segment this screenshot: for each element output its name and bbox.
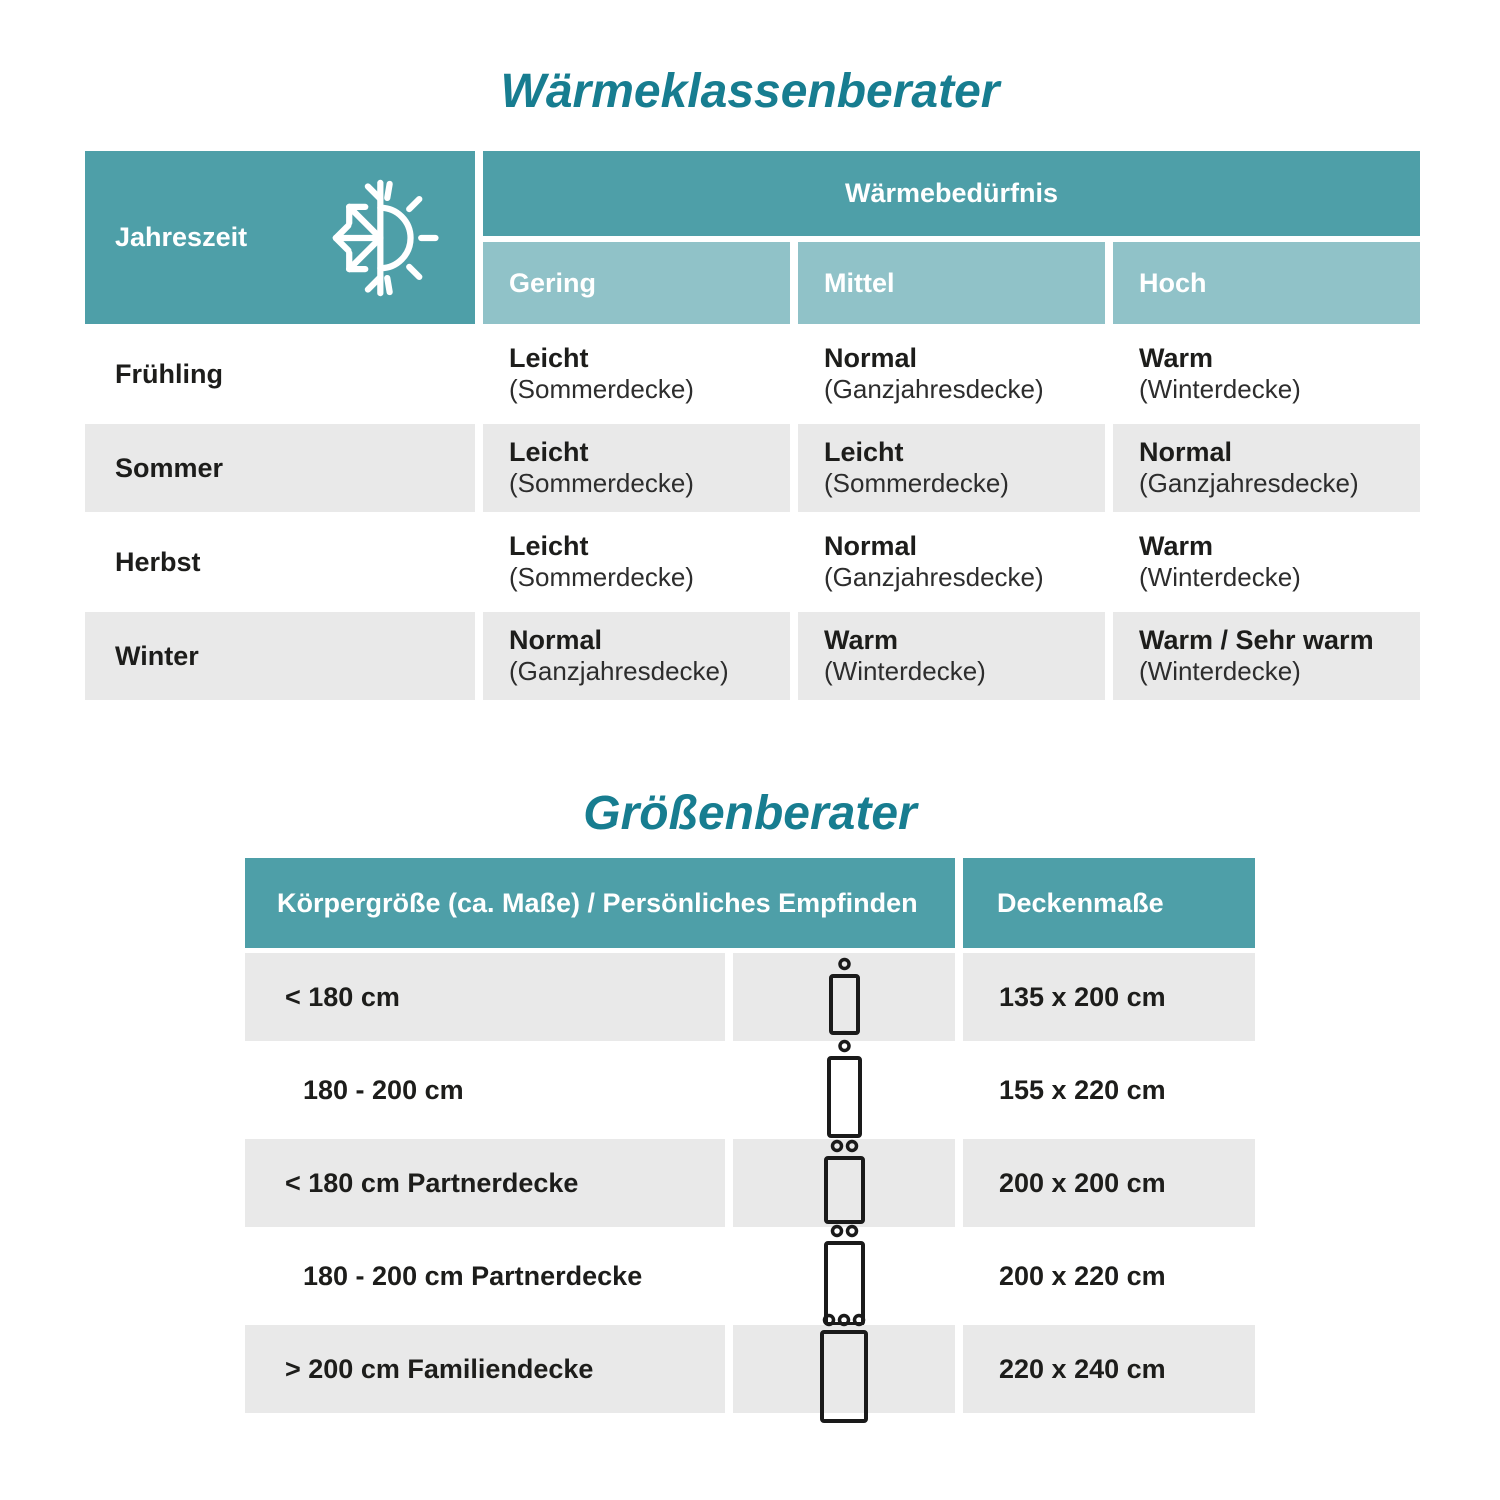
warmth-class-cell [483, 330, 790, 418]
partner-blanket-icon [821, 1138, 868, 1228]
single-person-blanket-icon [826, 956, 863, 1039]
warmth-need-subheader: Mittel [798, 242, 1105, 324]
warmth-level: Leicht [509, 437, 589, 468]
blanket-type: (Winterdecke) [1139, 374, 1301, 405]
body-height-label: < 180 cm [245, 953, 725, 1041]
warmth-class-cell [1113, 612, 1420, 700]
blanket-type: (Winterdecke) [1139, 656, 1301, 687]
warmth-level: Warm [1139, 343, 1214, 374]
warm-class-table [85, 151, 1420, 700]
warmth-class-cell [798, 424, 1105, 512]
blanket-type: (Winterdecke) [824, 656, 986, 687]
warmth-level: Normal [1139, 437, 1233, 468]
season-label: Winter [85, 612, 475, 700]
blanket-type: (Sommerdecke) [509, 562, 694, 593]
blanket-icon-cell [733, 1325, 955, 1413]
season-column-header: Jahreszeit [115, 222, 248, 253]
warmth-level: Normal [509, 625, 603, 656]
body-height-column-header: Körpergröße (ca. Maße) / Persönliches Empfinden [245, 858, 955, 948]
body-height-label: 180 - 200 cm [303, 1074, 464, 1105]
warm-table-title: Wärmeklassenberater [500, 65, 1000, 118]
warmth-level: Warm / Sehr warm [1139, 625, 1374, 656]
blanket-icon-cell [733, 1046, 955, 1134]
warmth-level: Warm [824, 625, 899, 656]
blanket-type: (Winterdecke) [1139, 562, 1301, 593]
warmth-class-cell [483, 612, 790, 700]
season-label: Herbst [115, 546, 201, 577]
blanket-icon-cell [733, 953, 955, 1041]
warm-table-corner-cell [85, 151, 475, 324]
blanket-type: (Sommerdecke) [509, 468, 694, 499]
snowflake-sun-icon [327, 170, 439, 306]
warmth-class-cell [798, 330, 1105, 418]
warmth-need-subheader: Hoch [1113, 242, 1420, 324]
blanket-size-value: 155 x 220 cm [999, 1074, 1166, 1105]
body-height-label: > 200 cm Familiendecke [245, 1325, 725, 1413]
warmth-level: Leicht [824, 437, 904, 468]
warmth-need-group-header: Wärmebedürfnis [483, 151, 1420, 236]
warmth-class-cell [798, 518, 1105, 606]
family-blanket-icon [817, 1312, 871, 1427]
warmth-class-cell [483, 518, 790, 606]
size-advisor-table [245, 858, 1255, 1413]
warmth-class-cell [483, 424, 790, 512]
warmth-class-cell [1113, 424, 1420, 512]
blanket-icon-cell [733, 1139, 955, 1227]
blanket-size-value: 135 x 200 cm [963, 953, 1255, 1041]
blanket-size-column-header: Deckenmaße [963, 858, 1255, 948]
blanket-type: (Ganzjahresdecke) [824, 562, 1044, 593]
body-height-label: < 180 cm Partnerdecke [245, 1139, 725, 1227]
warmth-need-subheader: Gering [483, 242, 790, 324]
season-label: Frühling [115, 358, 223, 389]
blanket-type: (Ganzjahresdecke) [824, 374, 1044, 405]
warmth-level: Leicht [509, 531, 589, 562]
blanket-type: (Ganzjahresdecke) [509, 656, 729, 687]
warmth-class-cell [1113, 330, 1420, 418]
blanket-size-value: 200 x 200 cm [963, 1139, 1255, 1227]
warmth-level: Warm [1139, 531, 1214, 562]
warmth-level: Normal [824, 343, 918, 374]
season-label: Sommer [85, 424, 475, 512]
size-table-title: Größenberater [583, 787, 917, 841]
blanket-size-value: 220 x 240 cm [963, 1325, 1255, 1413]
warmth-level: Normal [824, 531, 918, 562]
blanket-type: (Sommerdecke) [509, 374, 694, 405]
warmth-level: Leicht [509, 343, 589, 374]
warmth-class-cell [1113, 518, 1420, 606]
blanket-type: (Sommerdecke) [824, 468, 1009, 499]
blanket-size-value: 200 x 220 cm [999, 1260, 1166, 1291]
warmth-class-cell [798, 612, 1105, 700]
body-height-label: 180 - 200 cm Partnerdecke [303, 1260, 643, 1291]
blanket-type: (Ganzjahresdecke) [1139, 468, 1359, 499]
single-person-tall-blanket-icon [824, 1038, 865, 1142]
blanket-icon-cell [733, 1232, 955, 1320]
